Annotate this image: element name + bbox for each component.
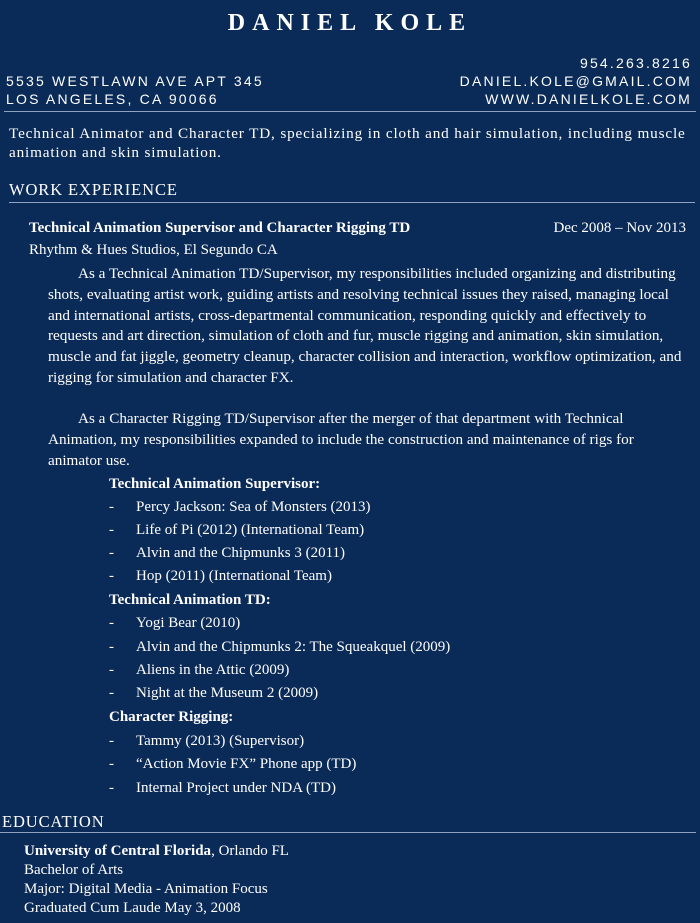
work-experience-divider: [9, 202, 695, 203]
work-experience-heading: WORK EXPERIENCE: [9, 180, 178, 199]
job-description-paragraph-2: As a Character Rigging TD/Supervisor after the merger of that department with Technical Animation, my responsibilities expanded to include the construction and maintenance of rigs for animator use.: [48, 410, 634, 469]
summary-text: Technical Animator and Character TD, specializing in cloth and hair simulation, including muscle animation and skin simulation.: [9, 125, 686, 161]
job-dates: Dec 2008 – Nov 2013: [553, 220, 686, 236]
education-graduation: Graduated Cum Laude May 3, 2008: [24, 900, 241, 916]
group-heading-tech-anim-td: Technical Animation TD:: [109, 592, 271, 608]
job-description-paragraph-1: As a Technical Animation TD/Supervisor, my responsibilities included organizing and distributing shots, evaluating artist work, guiding artists and resolving technical issues they raised, managing local and international artists, cross-departmental communication, responding quickly and effectively to requests and art direction, simulation of cloth and fur, muscle rigging and animation, skin simulation, muscle and fat jiggle, geometry cleanup, character collision and interaction, workflow optimization, and rigging for simulation and character FX.: [48, 265, 682, 386]
website-link[interactable]: WWW.DANIELKOLE.COM: [485, 91, 692, 107]
phone-number: 954.263.8216: [579, 55, 692, 71]
header-divider: [4, 111, 696, 112]
group-heading-character-rigging: Character Rigging:: [109, 709, 234, 725]
education-school: [24, 843, 289, 860]
education-divider: [0, 832, 696, 833]
job-title: Technical Animation Supervisor and Character Rigging TD: [29, 220, 411, 236]
resume-name: DANIEL KOLE: [227, 10, 473, 36]
school-name: University of Central Florida: [24, 843, 212, 859]
company-name: Rhythm & Hues Studios, El Segundo CA: [29, 242, 278, 258]
education-degree: Bachelor of Arts: [24, 862, 124, 878]
school-location: , Orlando FL: [211, 843, 289, 859]
education-major: Major: Digital Media - Animation Focus: [24, 881, 268, 897]
email-address[interactable]: DANIEL.KOLE@GMAIL.COM: [459, 73, 692, 89]
education-heading: EDUCATION: [2, 812, 105, 831]
address-line-2: LOS ANGELES, CA 90066: [6, 91, 219, 107]
group-heading-tech-anim-supervisor: Technical Animation Supervisor:: [109, 476, 321, 492]
address-line-1: 5535 WESTLAWN AVE APT 345: [6, 73, 264, 89]
